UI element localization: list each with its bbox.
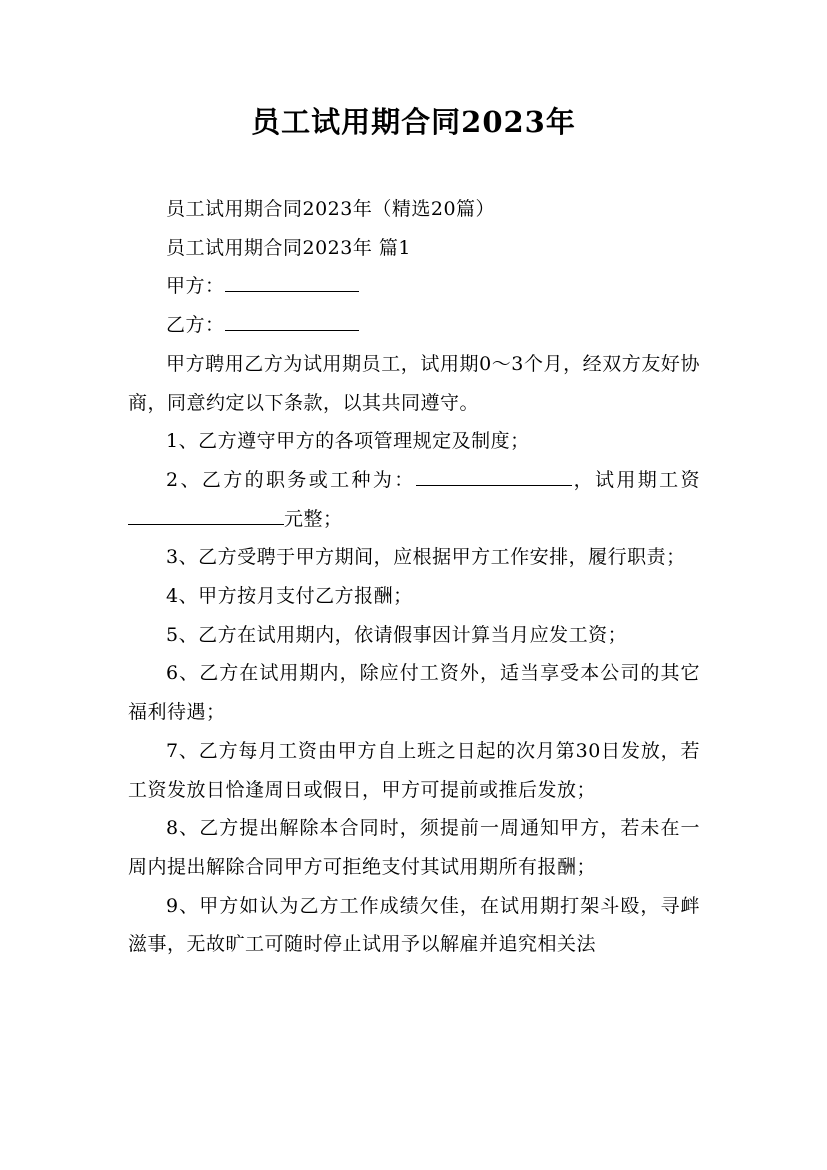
clause-6: 6、乙方在试用期内，除应付工资外，适当享受本公司的其它福利待遇； [128, 662, 700, 724]
clause-2-suffix: 元整； [284, 507, 343, 530]
party-a-blank [225, 272, 359, 292]
clause-5: 5、乙方在试用期内，依请假事因计算当月应发工资； [166, 623, 628, 646]
salary-blank [128, 505, 284, 525]
intro-paragraph: 甲方聘用乙方为试用期员工，试用期0～3个月，经双方友好协商，同意约定以下条款，以其共同遵守。 [128, 352, 700, 414]
position-blank [416, 466, 572, 486]
clause-9: 9、甲方如认为乙方工作成绩欠佳，在试用期打架斗殴，寻衅滋事，无故旷工可随时停止试用予以解雇并追究相关法 [128, 894, 700, 956]
clause-1: 1、乙方遵守甲方的各项管理规定及制度； [166, 430, 530, 453]
clause-8: 8、乙方提出解除本合同时，须提前一周通知甲方，若未在一周内提出解除合同甲方可拒绝支付其试用期所有报酬； [128, 817, 700, 878]
party-a-line [128, 267, 700, 306]
clause-2-middle: ，试用期工资 [571, 468, 700, 491]
party-b-blank [225, 311, 359, 331]
clause-2 [128, 461, 700, 538]
party-b-label: 乙方： [166, 314, 225, 337]
part-heading-paragraph: 员工试用期合同2023年 篇1 [166, 236, 411, 259]
clause-7: 7、乙方每月工资由甲方自上班之日起的次月第30日发放，若工资发放日恰逢周日或假日，甲方可提前或推后发放； [128, 739, 700, 801]
party-b-line [128, 306, 700, 345]
party-a-label: 甲方： [166, 275, 225, 298]
document-title: 员工试用期合同2023年 [251, 105, 576, 139]
clause-4: 4、甲方按月支付乙方报酬； [166, 585, 413, 608]
clause-3: 3、乙方受聘于甲方期间，应根据甲方工作安排，履行职责； [166, 546, 686, 569]
subtitle-paragraph: 员工试用期合同2023年（精选20篇） [166, 198, 496, 220]
clause-2-prefix: 2、乙方的职务或工种为： [166, 468, 416, 491]
document-body [128, 190, 700, 964]
